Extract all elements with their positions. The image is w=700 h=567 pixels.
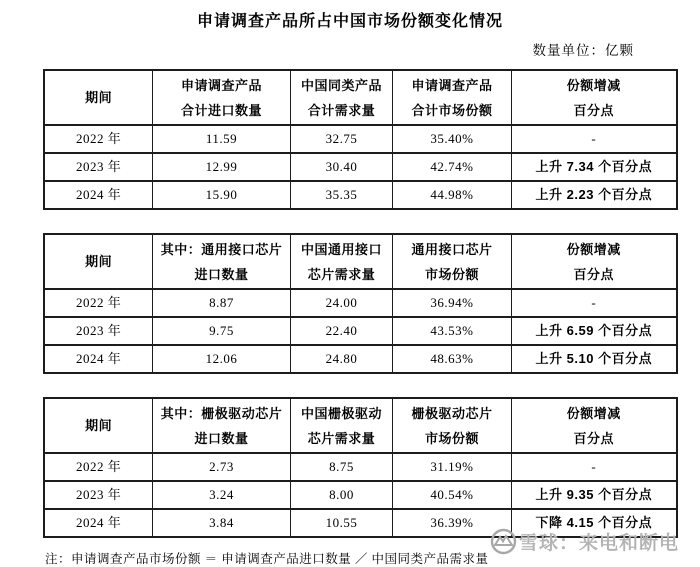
table-header-row: [44, 398, 677, 453]
value-cell: 3.84: [153, 509, 290, 537]
column-header-line: 份额增减: [566, 405, 621, 421]
column-header-line: 进口数量: [194, 430, 249, 446]
column-header-line: 芯片需求量: [307, 430, 376, 446]
column-header: [511, 398, 677, 453]
value-cell: 36.39%: [393, 509, 511, 537]
table-interface-chips: [43, 233, 678, 374]
column-header: [290, 398, 393, 453]
value-cell: 10.55: [290, 509, 393, 537]
column-header: [153, 234, 290, 289]
delta-cell: 上升 9.35 个百分点: [511, 481, 677, 509]
value-cell: 44.98%: [393, 181, 511, 209]
value-cell: 8.00: [290, 481, 393, 509]
table-row: [44, 317, 677, 345]
delta-cell: 上升 2.23 个百分点: [511, 181, 677, 209]
value-cell: 35.35: [290, 181, 393, 209]
column-header: [290, 70, 393, 125]
column-header-line: 合计需求量: [307, 102, 376, 118]
value-cell: 24.80: [290, 345, 393, 373]
value-cell: 32.75: [290, 125, 393, 153]
table-total-products: [43, 69, 678, 210]
period-cell: 2022 年: [44, 453, 153, 481]
value-cell: 8.75: [290, 453, 393, 481]
value-cell: 36.94%: [393, 289, 511, 317]
delta-cell: -: [511, 125, 677, 153]
table-row: [44, 481, 677, 509]
column-header-line: 通用接口芯片: [411, 241, 493, 257]
column-header: [511, 234, 677, 289]
column-header-line: 其中：通用接口芯片: [160, 241, 283, 257]
table-header-row: [44, 234, 677, 289]
column-header: [511, 70, 677, 125]
column-header-line: 栅极驱动芯片: [411, 405, 493, 421]
value-cell: 15.90: [153, 181, 290, 209]
delta-cell: -: [511, 289, 677, 317]
column-header-line: 期间: [85, 418, 113, 433]
value-cell: 2.73: [153, 453, 290, 481]
column-header-line: 百分点: [573, 430, 615, 446]
note-text: 注：申请调查产品市场份额 ＝ 申请调查产品进口数量 ／ 中国同类产品需求量: [45, 552, 489, 566]
table-row: [44, 153, 677, 181]
value-cell: 12.99: [153, 153, 290, 181]
table-gate-driver-chips: [43, 397, 678, 538]
value-cell: 3.24: [153, 481, 290, 509]
table-row: [44, 453, 677, 481]
value-cell: 22.40: [290, 317, 393, 345]
column-header: [44, 234, 153, 289]
column-header-line: 百分点: [573, 102, 615, 118]
value-cell: 12.06: [153, 345, 290, 373]
period-cell: 2022 年: [44, 289, 153, 317]
value-cell: 8.87: [153, 289, 290, 317]
delta-cell: 上升 7.34 个百分点: [511, 153, 677, 181]
value-cell: 24.00: [290, 289, 393, 317]
period-cell: 2023 年: [44, 317, 153, 345]
column-header: [393, 398, 511, 453]
value-cell: 40.54%: [393, 481, 511, 509]
table-header-row: [44, 70, 677, 125]
value-cell: 43.53%: [393, 317, 511, 345]
value-cell: 35.40%: [393, 125, 511, 153]
unit-label: 数量单位：亿颗: [532, 43, 634, 58]
column-header-line: 申请调查产品: [181, 77, 263, 93]
value-cell: 11.59: [153, 125, 290, 153]
column-header-line: 申请调查产品: [411, 77, 493, 93]
column-header: [44, 70, 153, 125]
column-header-line: 中国同类产品: [300, 77, 382, 93]
period-cell: 2024 年: [44, 181, 153, 209]
value-cell: 48.63%: [393, 345, 511, 373]
column-header: [393, 70, 511, 125]
column-header: [153, 70, 290, 125]
column-header: [44, 398, 153, 453]
column-header: [153, 398, 290, 453]
period-cell: 2024 年: [44, 345, 153, 373]
delta-cell: 上升 5.10 个百分点: [511, 345, 677, 373]
column-header-line: 份额增减: [566, 77, 621, 93]
table-row: [44, 125, 677, 153]
delta-cell: 下降 4.15 个百分点: [511, 509, 677, 537]
period-cell: 2022 年: [44, 125, 153, 153]
value-cell: 30.40: [290, 153, 393, 181]
column-header-line: 期间: [85, 90, 113, 105]
column-header-line: 合计市场份额: [411, 102, 493, 118]
column-header-line: 中国通用接口: [300, 241, 382, 257]
column-header-line: 进口数量: [194, 266, 249, 282]
column-header-line: 中国栅极驱动: [300, 405, 382, 421]
column-header-line: 百分点: [573, 266, 615, 282]
column-header-line: 其中：栅极驱动芯片: [160, 405, 283, 421]
table-row: [44, 289, 677, 317]
delta-cell: 上升 6.59 个百分点: [511, 317, 677, 345]
column-header: [290, 234, 393, 289]
column-header: [393, 234, 511, 289]
period-cell: 2023 年: [44, 153, 153, 181]
column-header-line: 市场份额: [424, 430, 479, 446]
column-header-line: 市场份额: [424, 266, 479, 282]
table-row: [44, 345, 677, 373]
watermark-text: 雪球：来电和断电: [519, 533, 680, 554]
value-cell: 31.19%: [393, 453, 511, 481]
delta-cell: -: [511, 453, 677, 481]
column-header-line: 份额增减: [566, 241, 621, 257]
table-row: [44, 181, 677, 209]
column-header-line: 合计进口数量: [181, 102, 263, 118]
period-cell: 2024 年: [44, 509, 153, 537]
value-cell: 42.74%: [393, 153, 511, 181]
value-cell: 9.75: [153, 317, 290, 345]
page-title: 申请调查产品所占中国市场份额变化情况: [196, 13, 503, 30]
column-header-line: 期间: [85, 254, 113, 269]
table-row: [44, 509, 677, 537]
period-cell: 2023 年: [44, 481, 153, 509]
column-header-line: 芯片需求量: [307, 266, 376, 282]
